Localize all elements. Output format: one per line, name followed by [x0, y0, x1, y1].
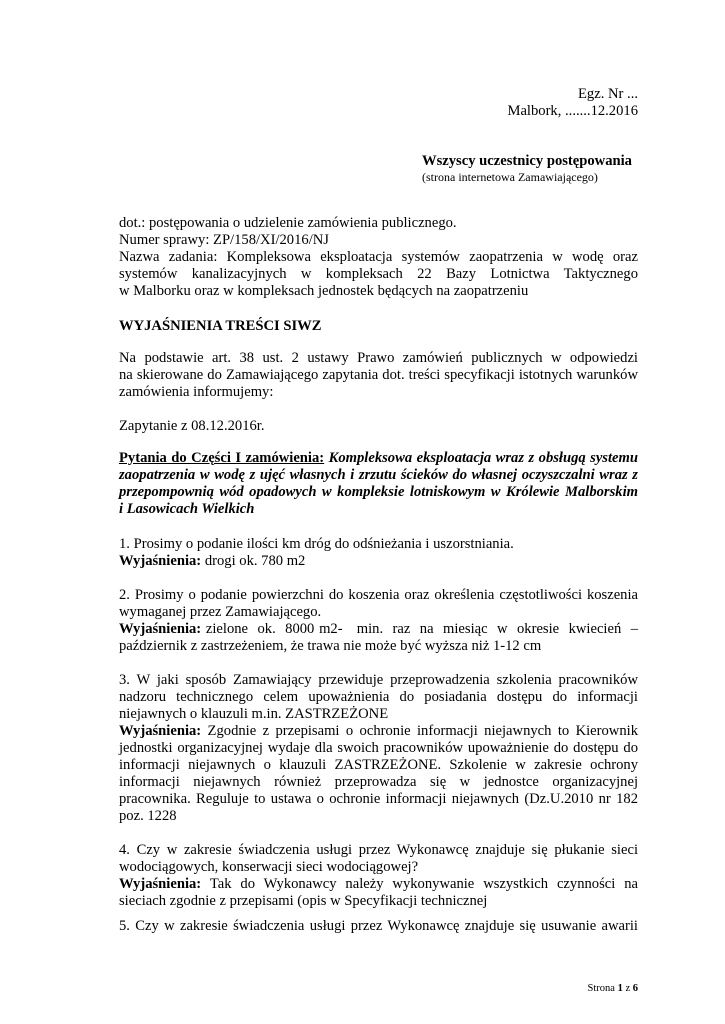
place-date: Malbork, .......12.2016: [507, 103, 638, 119]
part-title-text: Kompleksowa eksploatacja wraz z obsługą systemu: [324, 450, 638, 466]
answer-line: pracownika. Reguluje to ustawa o ochronie informacji niejawnych (Dz.U.2010 nr 182: [119, 791, 638, 807]
footer-page: 1: [617, 983, 623, 994]
question-line: 1. Prosimy o podanie ilości km dróg do odśnieżania i uszorstniania.: [119, 536, 514, 552]
footer-label: Strona: [587, 983, 615, 994]
reference-dot: dot.: postępowania o udzielenie zamówienia publicznego.: [119, 215, 457, 231]
answer-label: Wyjaśnienia:: [119, 876, 202, 892]
task-name-line: w Malborku oraz w kompleksach jednostek będących na zaopatrzeniu: [119, 283, 529, 299]
footer-of: z: [625, 983, 631, 994]
answer-text: zielone ok. 8000 m2- min. raz na miesiąc w okresie kwiecień –: [201, 621, 638, 637]
intro-line: Na podstawie art. 38 ust. 2 ustawy Prawo zamówień publicznych w odpowiedzi: [119, 350, 638, 366]
question-line: 2. Prosimy o podanie powierzchni do koszenia oraz określenia częstotliwości koszenia: [119, 587, 638, 603]
addressee-title: Wszyscy uczestnicy postępowania: [422, 153, 632, 169]
answer-line: sieciach zgodnie z przepisami (opis w Specyfikacji technicznej: [119, 893, 488, 909]
question-line: wodociągowych, konserwacji sieci wodociągowej?: [119, 859, 419, 875]
answer-line: poz. 1228: [119, 808, 177, 824]
copy-number: Egz. Nr ...: [578, 86, 638, 102]
qa-item-1: [119, 536, 638, 570]
answer-label: Wyjaśnienia:: [119, 723, 202, 739]
answer-text: Tak do Wykonawcy należy wykonywanie wszystkich czynności na: [201, 876, 638, 892]
part-title-line: [119, 450, 638, 467]
part-title-line: zaopatrzenia w wodę z ujęć własnych i zrzutu ścieków do własnej oczyszczalni wraz z: [119, 467, 638, 483]
intro-line: zamówienia informujemy:: [119, 384, 274, 400]
answer-line: jednostki organizacyjnej wydaje dla swoich pracowników upoważnienie do dostępu do: [119, 740, 638, 756]
page-footer: [588, 983, 638, 994]
reference-block: [119, 215, 638, 300]
addressee-subtitle: (strona internetowa Zamawiającego): [422, 170, 598, 184]
qa-item-2: [119, 587, 638, 655]
footer-total: 6: [632, 983, 638, 994]
answer-text: Zgodnie z przepisami o ochronie informacji niejawnych to Kierownik: [201, 723, 638, 739]
part-title: [119, 450, 638, 518]
part-label: Pytania do Części I zamówienia:: [119, 450, 325, 466]
question-line: wymaganej przez Zamawiającego.: [119, 604, 322, 620]
intro-paragraph: [119, 350, 638, 401]
answer-line: informacji niejawnych również przeprowadza się w jednostce organizacyjnej: [119, 774, 638, 790]
task-name-line: Nazwa zadania: Kompleksowa eksploatacja systemów zaopatrzenia w wodę oraz: [119, 249, 638, 265]
qa-item-5: [119, 918, 638, 935]
part-title-line: przepompownią wód opadowych w kompleksie lotniskowym w Królewie Malborskim: [119, 484, 638, 500]
answer-line: informacji niejawnych o klauzuli ZASTRZEŻONE. Szkolenie w zakresie ochrony: [119, 757, 638, 773]
query-date: Zapytanie z 08.12.2016r.: [119, 418, 265, 434]
answer-line: [119, 553, 638, 570]
answer-label: Wyjaśnienia:: [119, 621, 202, 637]
question-line: niejawnych o klauzuli m.in. ZASTRZEŻONE: [119, 706, 389, 722]
task-name-line: systemów kanalizacyjnych w kompleksach 22 Bazy Lotnictwa Taktycznego: [119, 266, 638, 282]
question-line: 5. Czy w zakresie świadczenia usługi przez Wykonawcę znajduje się usuwanie awarii: [119, 918, 638, 934]
answer-line: [119, 876, 638, 893]
answer-label: Wyjaśnienia:: [119, 553, 202, 569]
answer-text: drogi ok. 780 m2: [201, 553, 306, 569]
qa-item-3: [119, 672, 638, 825]
part-title-line: i Lasowicach Wielkich: [119, 501, 255, 517]
question-line: 4. Czy w zakresie świadczenia usługi przez Wykonawcę znajduje się płukanie sieci: [119, 842, 638, 858]
question-line: nadzoru technicznego celem upoważnienia do posiadania dostępu do informacji: [119, 689, 638, 705]
qa-item-4: [119, 842, 638, 910]
answer-line: [119, 621, 638, 638]
answer-line: [119, 723, 638, 740]
document-heading: WYJAŚNIENIA TREŚCI SIWZ: [119, 318, 322, 334]
answer-line: październik z zastrzeżeniem, że trawa nie może być wyższa niż 1-12 cm: [119, 638, 542, 654]
question-line: 3. W jaki sposób Zamawiający przewiduje przeprowadzenia szkolenia pracowników: [119, 672, 638, 688]
case-number: Numer sprawy: ZP/158/XI/2016/NJ: [119, 232, 329, 248]
intro-line: na skierowane do Zamawiającego zapytania dot. treści specyfikacji istotnych warunków: [119, 367, 638, 383]
